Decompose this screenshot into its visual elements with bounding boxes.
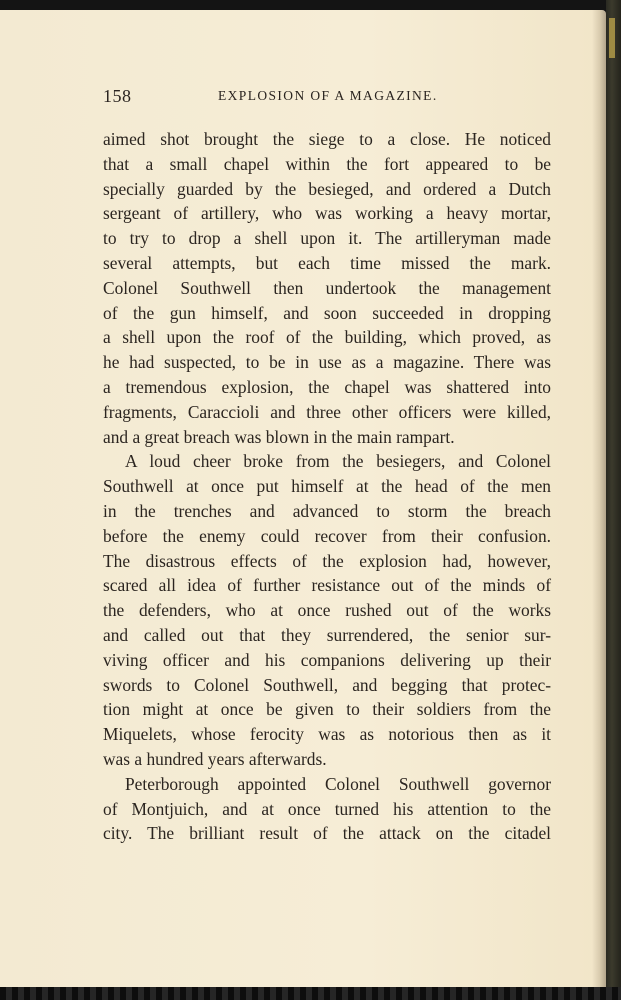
paragraph bbox=[103, 772, 551, 846]
text-line: tion might at once be given to their soldiers from the bbox=[103, 699, 551, 720]
text-line: in the trenches and advanced to storm the breach bbox=[103, 500, 551, 521]
text-line: aimed shot brought the siege to a close. He noticed bbox=[103, 129, 551, 149]
running-head bbox=[103, 86, 551, 108]
text-line: Miquelets, whose ferocity was as notorious then as it bbox=[103, 724, 551, 745]
text-line: was a hundred years afterwards. bbox=[103, 748, 327, 769]
text-line: before the enemy could recover from their confusion. bbox=[103, 525, 551, 546]
text-line: the defenders, who at once rushed out of the works bbox=[103, 600, 551, 621]
cover-gilt-mark bbox=[609, 18, 615, 58]
text-line: Colonel Southwell then undertook the management bbox=[103, 277, 551, 298]
text-line: Peterborough appointed Colonel Southwell governor bbox=[125, 773, 551, 794]
text-line: several attempts, but each time missed the mark. bbox=[103, 252, 551, 273]
text-line: scared all idea of further resistance out of the minds of bbox=[103, 575, 551, 596]
text-line: A loud cheer broke from the besiegers, and Colonel bbox=[125, 451, 551, 472]
text-line: to try to drop a shell upon it. The artilleryman made bbox=[103, 228, 551, 249]
page-edge-shadow bbox=[592, 10, 606, 988]
scan-bottom-border bbox=[0, 987, 621, 1000]
text-line: and a great breach was blown in the main rampart. bbox=[103, 426, 455, 447]
paragraph bbox=[103, 449, 551, 771]
text-line: a tremendous explosion, the chapel was shattered into bbox=[103, 376, 551, 397]
text-line: and called out that they surrendered, the senior sur- bbox=[103, 624, 551, 645]
book-cover-edge bbox=[606, 0, 621, 1000]
text-line: sergeant of artillery, who was working a heavy mortar, bbox=[103, 203, 551, 224]
text-line: of the gun himself, and soon succeeded in dropping bbox=[103, 302, 551, 323]
running-title: EXPLOSION OF A MAGAZINE. bbox=[218, 88, 438, 103]
text-line: Southwell at once put himself at the head of the men bbox=[103, 476, 551, 497]
text-line: of Montjuich, and at once turned his attention to the bbox=[103, 798, 551, 819]
text-line: that a small chapel within the fort appeared to be bbox=[103, 153, 551, 174]
text-line: viving officer and his companions delivering up their bbox=[103, 649, 551, 670]
text-line: The disastrous effects of the explosion had, however, bbox=[103, 550, 551, 571]
text-line: city. The brilliant result of the attack on the citadel bbox=[103, 823, 551, 844]
page-number: 158 bbox=[103, 86, 132, 106]
text-line: he had suspected, to be in use as a magazine. There was bbox=[103, 352, 551, 373]
text-line: specially guarded by the besieged, and ordered a Dutch bbox=[103, 178, 551, 199]
body-text bbox=[103, 127, 551, 846]
text-line: a shell upon the roof of the building, which proved, as bbox=[103, 327, 551, 348]
text-line: swords to Colonel Southwell, and begging that protec- bbox=[103, 674, 551, 695]
text-line: fragments, Caraccioli and three other officers were killed, bbox=[103, 401, 551, 422]
paragraph bbox=[103, 127, 551, 449]
